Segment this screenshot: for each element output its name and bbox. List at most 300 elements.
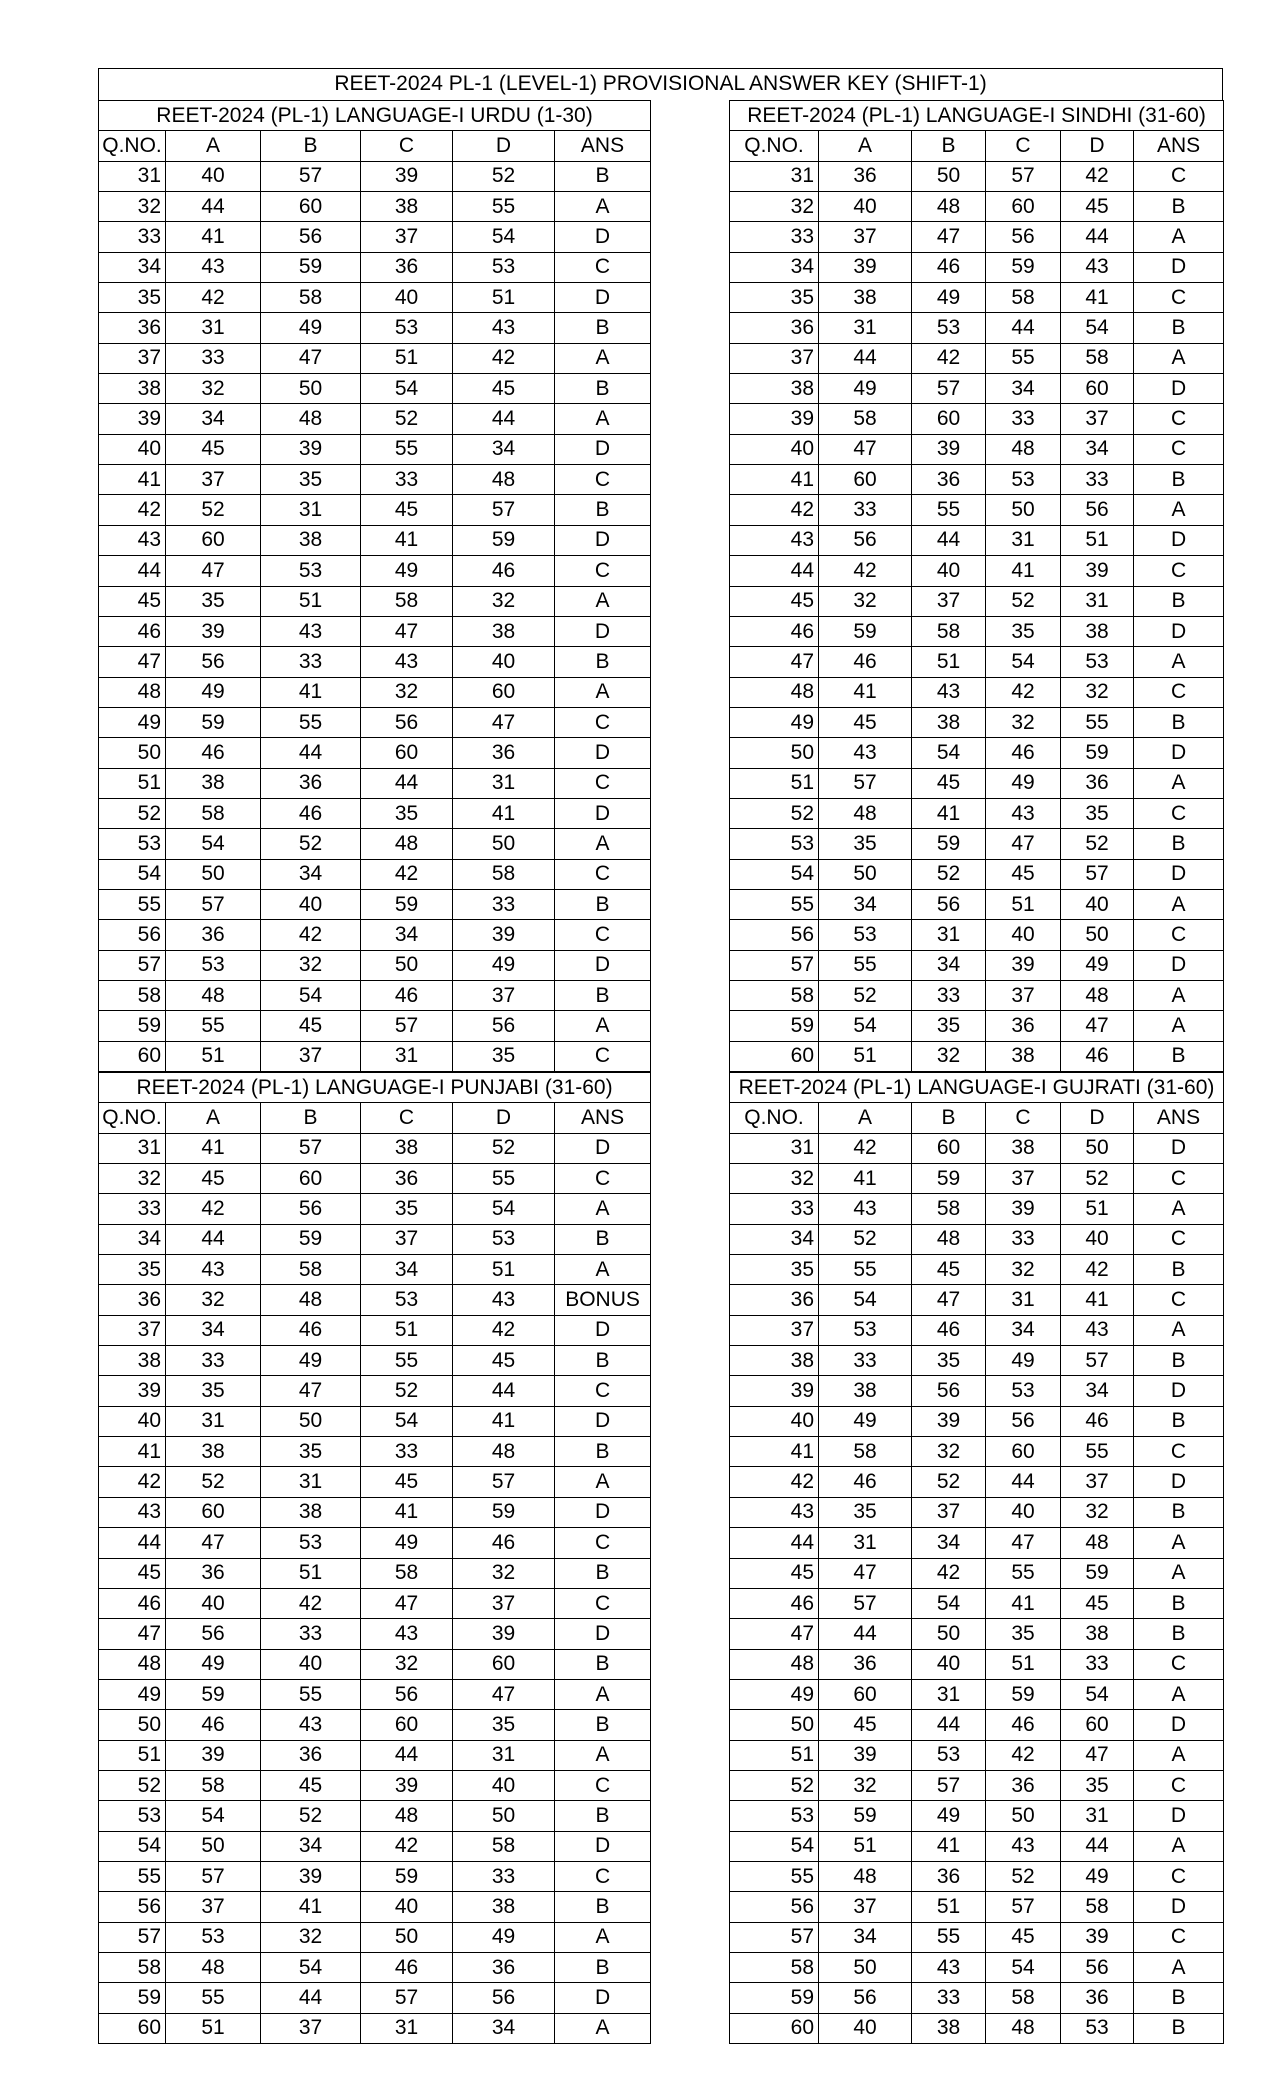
option-b: 44 bbox=[261, 1983, 361, 2013]
option-d: 49 bbox=[1061, 950, 1134, 980]
answer: C bbox=[1134, 1861, 1224, 1891]
question-number: 45 bbox=[99, 586, 166, 616]
answer: C bbox=[555, 1588, 651, 1618]
table-row bbox=[730, 1041, 1224, 1071]
question-number: 55 bbox=[99, 1861, 166, 1891]
question-number: 35 bbox=[730, 283, 819, 313]
answer: D bbox=[555, 616, 651, 646]
option-d: 45 bbox=[453, 374, 555, 404]
answer-header: ANS bbox=[555, 131, 651, 161]
option-d: 49 bbox=[453, 950, 555, 980]
table-row bbox=[99, 1740, 651, 1770]
option-a: 31 bbox=[166, 313, 261, 343]
option-d: 53 bbox=[1061, 647, 1134, 677]
table-row bbox=[730, 707, 1224, 737]
table-row bbox=[730, 404, 1224, 434]
option-b: 49 bbox=[912, 1801, 986, 1831]
table-row bbox=[730, 1922, 1224, 1952]
table-row bbox=[730, 586, 1224, 616]
option-b: 38 bbox=[912, 2013, 986, 2043]
option-c: 58 bbox=[361, 586, 453, 616]
table-row bbox=[730, 1892, 1224, 1922]
table-row bbox=[99, 1679, 651, 1709]
option-c: 42 bbox=[986, 677, 1061, 707]
answer: B bbox=[1134, 313, 1224, 343]
option-d: 52 bbox=[1061, 1164, 1134, 1194]
table-row bbox=[730, 1528, 1224, 1558]
option-c: 52 bbox=[361, 1376, 453, 1406]
question-number: 34 bbox=[730, 252, 819, 282]
option-b: 38 bbox=[912, 707, 986, 737]
question-number: 39 bbox=[99, 404, 166, 434]
option-d: 41 bbox=[453, 798, 555, 828]
table-row bbox=[730, 434, 1224, 464]
option-a: 32 bbox=[819, 586, 912, 616]
option-d: 52 bbox=[453, 1133, 555, 1163]
question-number: 47 bbox=[730, 1619, 819, 1649]
table-row bbox=[99, 343, 651, 373]
table-row bbox=[99, 798, 651, 828]
question-number: 43 bbox=[99, 525, 166, 555]
answer: B bbox=[555, 1649, 651, 1679]
option-b: 56 bbox=[261, 222, 361, 252]
answer: C bbox=[1134, 1770, 1224, 1800]
answer: D bbox=[1134, 252, 1224, 282]
option-d: 38 bbox=[453, 1892, 555, 1922]
option-d: 57 bbox=[1061, 859, 1134, 889]
option-c: 40 bbox=[986, 1497, 1061, 1527]
option-d: 50 bbox=[453, 1801, 555, 1831]
option-c: 38 bbox=[986, 1133, 1061, 1163]
option-b: 59 bbox=[261, 1224, 361, 1254]
question-number: 51 bbox=[99, 1740, 166, 1770]
option-b: 34 bbox=[261, 1831, 361, 1861]
question-number: 42 bbox=[730, 495, 819, 525]
question-number: 50 bbox=[730, 1710, 819, 1740]
option-c: 40 bbox=[986, 920, 1061, 950]
question-number: 33 bbox=[730, 222, 819, 252]
question-number: 31 bbox=[730, 1133, 819, 1163]
option-d: 31 bbox=[453, 1740, 555, 1770]
answer: C bbox=[1134, 1224, 1224, 1254]
question-number: 33 bbox=[99, 1194, 166, 1224]
question-number: 53 bbox=[730, 1801, 819, 1831]
answer: B bbox=[1134, 1983, 1224, 2013]
answer: C bbox=[555, 556, 651, 586]
option-d-header: D bbox=[453, 131, 555, 161]
option-a: 58 bbox=[819, 404, 912, 434]
table-row bbox=[730, 980, 1224, 1010]
qno-header: Q.NO. bbox=[99, 131, 166, 161]
option-a: 56 bbox=[819, 1983, 912, 2013]
section-title: REET-2024 (PL-1) LANGUAGE-I PUNJABI (31-60) bbox=[99, 1073, 651, 1103]
option-b: 48 bbox=[912, 192, 986, 222]
table-row bbox=[730, 1255, 1224, 1285]
option-d: 31 bbox=[1061, 586, 1134, 616]
table-row bbox=[99, 1528, 651, 1558]
option-a: 49 bbox=[819, 374, 912, 404]
option-a: 40 bbox=[166, 161, 261, 191]
question-number: 45 bbox=[730, 1558, 819, 1588]
option-a: 59 bbox=[819, 1801, 912, 1831]
answer-table bbox=[98, 100, 651, 1072]
question-number: 42 bbox=[99, 1467, 166, 1497]
option-a: 34 bbox=[166, 404, 261, 434]
option-a: 44 bbox=[819, 343, 912, 373]
option-a: 31 bbox=[819, 1528, 912, 1558]
answer-table bbox=[729, 1072, 1224, 2044]
answer: A bbox=[1134, 495, 1224, 525]
option-d: 37 bbox=[1061, 1467, 1134, 1497]
option-d: 45 bbox=[453, 1346, 555, 1376]
answer: D bbox=[1134, 1133, 1224, 1163]
table-row bbox=[730, 1133, 1224, 1163]
answer: C bbox=[1134, 434, 1224, 464]
answer: D bbox=[1134, 1376, 1224, 1406]
table-row bbox=[730, 192, 1224, 222]
answer: B bbox=[555, 161, 651, 191]
option-b-header: B bbox=[912, 1103, 986, 1133]
option-b: 49 bbox=[261, 313, 361, 343]
answer: A bbox=[1134, 1740, 1224, 1770]
answer: D bbox=[1134, 950, 1224, 980]
question-number: 51 bbox=[730, 768, 819, 798]
option-d: 55 bbox=[453, 192, 555, 222]
option-c: 47 bbox=[361, 616, 453, 646]
answer: C bbox=[1134, 920, 1224, 950]
option-a: 54 bbox=[166, 1801, 261, 1831]
option-a: 43 bbox=[166, 252, 261, 282]
table-row bbox=[99, 1831, 651, 1861]
option-c: 36 bbox=[986, 1011, 1061, 1041]
option-b: 37 bbox=[261, 1041, 361, 1071]
option-a: 58 bbox=[166, 798, 261, 828]
answer: C bbox=[1134, 798, 1224, 828]
answer: A bbox=[555, 829, 651, 859]
answer: D bbox=[1134, 616, 1224, 646]
table-row bbox=[99, 586, 651, 616]
option-b: 48 bbox=[261, 1285, 361, 1315]
answer: B bbox=[555, 1558, 651, 1588]
option-d: 50 bbox=[1061, 1133, 1134, 1163]
option-a-header: A bbox=[166, 131, 261, 161]
question-number: 38 bbox=[99, 374, 166, 404]
option-c: 59 bbox=[361, 889, 453, 919]
option-a: 41 bbox=[166, 1133, 261, 1163]
question-number: 51 bbox=[99, 768, 166, 798]
question-number: 34 bbox=[730, 1224, 819, 1254]
option-b: 46 bbox=[912, 1315, 986, 1345]
table-row bbox=[730, 495, 1224, 525]
question-number: 60 bbox=[730, 2013, 819, 2043]
column-header-row bbox=[99, 131, 651, 161]
answer: D bbox=[555, 798, 651, 828]
question-number: 32 bbox=[99, 192, 166, 222]
question-number: 39 bbox=[730, 404, 819, 434]
option-c: 48 bbox=[361, 829, 453, 859]
answer: A bbox=[1134, 1558, 1224, 1588]
answer: A bbox=[1134, 1831, 1224, 1861]
table-row bbox=[730, 859, 1224, 889]
table-row bbox=[730, 1710, 1224, 1740]
question-number: 46 bbox=[730, 616, 819, 646]
question-number: 57 bbox=[99, 1922, 166, 1952]
table-row bbox=[99, 920, 651, 950]
option-d: 51 bbox=[453, 1255, 555, 1285]
option-a: 60 bbox=[819, 465, 912, 495]
table-row bbox=[99, 1710, 651, 1740]
table-row bbox=[99, 1861, 651, 1891]
option-c: 34 bbox=[986, 1315, 1061, 1345]
question-number: 54 bbox=[730, 1831, 819, 1861]
option-c: 52 bbox=[986, 586, 1061, 616]
question-number: 56 bbox=[730, 920, 819, 950]
answer: A bbox=[555, 677, 651, 707]
option-b: 36 bbox=[261, 768, 361, 798]
table-row bbox=[99, 677, 651, 707]
option-b: 58 bbox=[912, 616, 986, 646]
option-c: 42 bbox=[361, 859, 453, 889]
option-c: 39 bbox=[986, 950, 1061, 980]
option-d: 43 bbox=[453, 1285, 555, 1315]
option-c: 38 bbox=[361, 192, 453, 222]
option-d: 44 bbox=[453, 1376, 555, 1406]
table-row bbox=[99, 1892, 651, 1922]
option-a: 41 bbox=[819, 1164, 912, 1194]
punjabi-answer-section bbox=[98, 1072, 650, 2044]
option-c: 35 bbox=[361, 1194, 453, 1224]
option-c-header: C bbox=[986, 1103, 1061, 1133]
option-b: 43 bbox=[261, 1710, 361, 1740]
table-row bbox=[730, 1983, 1224, 2013]
option-c: 31 bbox=[986, 1285, 1061, 1315]
option-c: 55 bbox=[361, 1346, 453, 1376]
option-d: 51 bbox=[453, 283, 555, 313]
answer: A bbox=[555, 192, 651, 222]
option-c: 56 bbox=[986, 222, 1061, 252]
answer: D bbox=[1134, 1710, 1224, 1740]
question-number: 47 bbox=[99, 1619, 166, 1649]
question-number: 53 bbox=[730, 829, 819, 859]
option-d: 40 bbox=[1061, 1224, 1134, 1254]
option-b: 50 bbox=[261, 374, 361, 404]
answer: C bbox=[555, 1528, 651, 1558]
option-d: 34 bbox=[453, 2013, 555, 2043]
question-number: 37 bbox=[99, 1315, 166, 1345]
option-a: 31 bbox=[819, 313, 912, 343]
option-b: 37 bbox=[261, 2013, 361, 2043]
option-b: 58 bbox=[261, 1255, 361, 1285]
question-number: 52 bbox=[730, 798, 819, 828]
option-b: 55 bbox=[261, 707, 361, 737]
question-number: 60 bbox=[99, 2013, 166, 2043]
option-c: 38 bbox=[361, 1133, 453, 1163]
answer: C bbox=[555, 252, 651, 282]
table-row bbox=[730, 1437, 1224, 1467]
answer: D bbox=[555, 283, 651, 313]
question-number: 37 bbox=[99, 343, 166, 373]
option-d: 43 bbox=[453, 313, 555, 343]
answer: C bbox=[1134, 1649, 1224, 1679]
option-b: 32 bbox=[912, 1437, 986, 1467]
option-a: 39 bbox=[819, 1740, 912, 1770]
question-number: 43 bbox=[730, 1497, 819, 1527]
option-c: 44 bbox=[361, 768, 453, 798]
answer: A bbox=[555, 1679, 651, 1709]
option-d: 56 bbox=[1061, 1952, 1134, 1982]
option-a: 33 bbox=[819, 1346, 912, 1376]
option-a: 56 bbox=[166, 647, 261, 677]
answer: A bbox=[1134, 222, 1224, 252]
table-row bbox=[730, 1679, 1224, 1709]
option-c: 55 bbox=[986, 343, 1061, 373]
option-c: 46 bbox=[986, 738, 1061, 768]
table-row bbox=[99, 252, 651, 282]
option-b: 49 bbox=[912, 283, 986, 313]
table-row bbox=[99, 1801, 651, 1831]
option-b: 39 bbox=[261, 1861, 361, 1891]
question-number: 35 bbox=[99, 283, 166, 313]
question-number: 32 bbox=[99, 1164, 166, 1194]
question-number: 40 bbox=[730, 434, 819, 464]
option-b: 58 bbox=[261, 283, 361, 313]
question-number: 53 bbox=[99, 1801, 166, 1831]
option-c: 36 bbox=[361, 1164, 453, 1194]
option-b: 33 bbox=[912, 1983, 986, 2013]
option-a: 58 bbox=[166, 1770, 261, 1800]
table-row bbox=[99, 1437, 651, 1467]
answer: D bbox=[555, 434, 651, 464]
table-row bbox=[99, 434, 651, 464]
question-number: 33 bbox=[99, 222, 166, 252]
question-number: 51 bbox=[730, 1740, 819, 1770]
option-d: 36 bbox=[1061, 1983, 1134, 2013]
option-a: 44 bbox=[166, 1224, 261, 1254]
table-row bbox=[730, 222, 1224, 252]
option-c: 37 bbox=[361, 1224, 453, 1254]
option-c: 55 bbox=[361, 434, 453, 464]
option-d: 60 bbox=[453, 1649, 555, 1679]
option-a: 49 bbox=[166, 677, 261, 707]
answer: C bbox=[555, 707, 651, 737]
option-a: 46 bbox=[819, 1467, 912, 1497]
option-c: 47 bbox=[986, 829, 1061, 859]
table-row bbox=[730, 616, 1224, 646]
question-number: 55 bbox=[730, 889, 819, 919]
option-a: 36 bbox=[166, 920, 261, 950]
option-d: 48 bbox=[453, 465, 555, 495]
option-b: 43 bbox=[261, 616, 361, 646]
question-number: 49 bbox=[730, 707, 819, 737]
table-row bbox=[730, 1952, 1224, 1982]
question-number: 50 bbox=[99, 738, 166, 768]
option-c: 53 bbox=[986, 1376, 1061, 1406]
option-d: 55 bbox=[1061, 1437, 1134, 1467]
question-number: 46 bbox=[99, 1588, 166, 1618]
option-d: 54 bbox=[453, 1194, 555, 1224]
question-number: 52 bbox=[99, 798, 166, 828]
option-b: 50 bbox=[912, 1619, 986, 1649]
answer-header: ANS bbox=[1134, 1103, 1224, 1133]
option-b: 51 bbox=[912, 647, 986, 677]
option-b: 51 bbox=[912, 1892, 986, 1922]
question-number: 58 bbox=[730, 1952, 819, 1982]
option-d: 40 bbox=[453, 647, 555, 677]
answer: BONUS bbox=[555, 1285, 651, 1315]
option-d: 46 bbox=[453, 556, 555, 586]
option-c: 37 bbox=[986, 1164, 1061, 1194]
option-a: 42 bbox=[819, 556, 912, 586]
option-d: 59 bbox=[1061, 738, 1134, 768]
option-b: 57 bbox=[261, 161, 361, 191]
answer: D bbox=[555, 222, 651, 252]
option-a: 55 bbox=[819, 1255, 912, 1285]
option-a: 59 bbox=[819, 616, 912, 646]
table-row bbox=[730, 283, 1224, 313]
option-b: 53 bbox=[912, 1740, 986, 1770]
column-header-row bbox=[99, 1103, 651, 1133]
option-c: 41 bbox=[361, 1497, 453, 1527]
option-c: 59 bbox=[986, 252, 1061, 282]
answer: C bbox=[555, 1770, 651, 1800]
option-a: 43 bbox=[819, 738, 912, 768]
table-row bbox=[730, 1497, 1224, 1527]
table-row bbox=[99, 950, 651, 980]
option-d: 46 bbox=[453, 1528, 555, 1558]
table-row bbox=[99, 1558, 651, 1588]
option-c: 50 bbox=[986, 1801, 1061, 1831]
answer: B bbox=[555, 980, 651, 1010]
table-row bbox=[99, 1922, 651, 1952]
option-c-header: C bbox=[986, 131, 1061, 161]
option-c: 60 bbox=[361, 738, 453, 768]
question-number: 32 bbox=[730, 192, 819, 222]
table-row bbox=[730, 1740, 1224, 1770]
answer: B bbox=[1134, 707, 1224, 737]
option-c: 32 bbox=[361, 677, 453, 707]
option-a: 46 bbox=[166, 738, 261, 768]
question-number: 34 bbox=[99, 1224, 166, 1254]
question-number: 45 bbox=[730, 586, 819, 616]
answer: C bbox=[1134, 1437, 1224, 1467]
option-c: 45 bbox=[361, 495, 453, 525]
table-row bbox=[730, 1224, 1224, 1254]
option-c: 60 bbox=[361, 1710, 453, 1740]
option-b: 52 bbox=[261, 829, 361, 859]
table-row bbox=[730, 1861, 1224, 1891]
option-c: 57 bbox=[986, 1892, 1061, 1922]
option-c: 40 bbox=[361, 1892, 453, 1922]
option-a: 52 bbox=[819, 1224, 912, 1254]
option-a: 41 bbox=[166, 222, 261, 252]
option-b: 37 bbox=[912, 1497, 986, 1527]
table-row bbox=[99, 2013, 651, 2043]
option-c: 41 bbox=[986, 1588, 1061, 1618]
option-c: 48 bbox=[986, 434, 1061, 464]
option-a: 40 bbox=[819, 2013, 912, 2043]
option-b: 35 bbox=[261, 465, 361, 495]
option-c: 60 bbox=[986, 1437, 1061, 1467]
option-d: 60 bbox=[1061, 374, 1134, 404]
table-row bbox=[730, 1558, 1224, 1588]
answer: A bbox=[1134, 1952, 1224, 1982]
answer: A bbox=[1134, 1011, 1224, 1041]
table-row bbox=[730, 768, 1224, 798]
option-b: 31 bbox=[261, 495, 361, 525]
question-number: 48 bbox=[99, 677, 166, 707]
question-number: 39 bbox=[99, 1376, 166, 1406]
option-a: 38 bbox=[819, 283, 912, 313]
